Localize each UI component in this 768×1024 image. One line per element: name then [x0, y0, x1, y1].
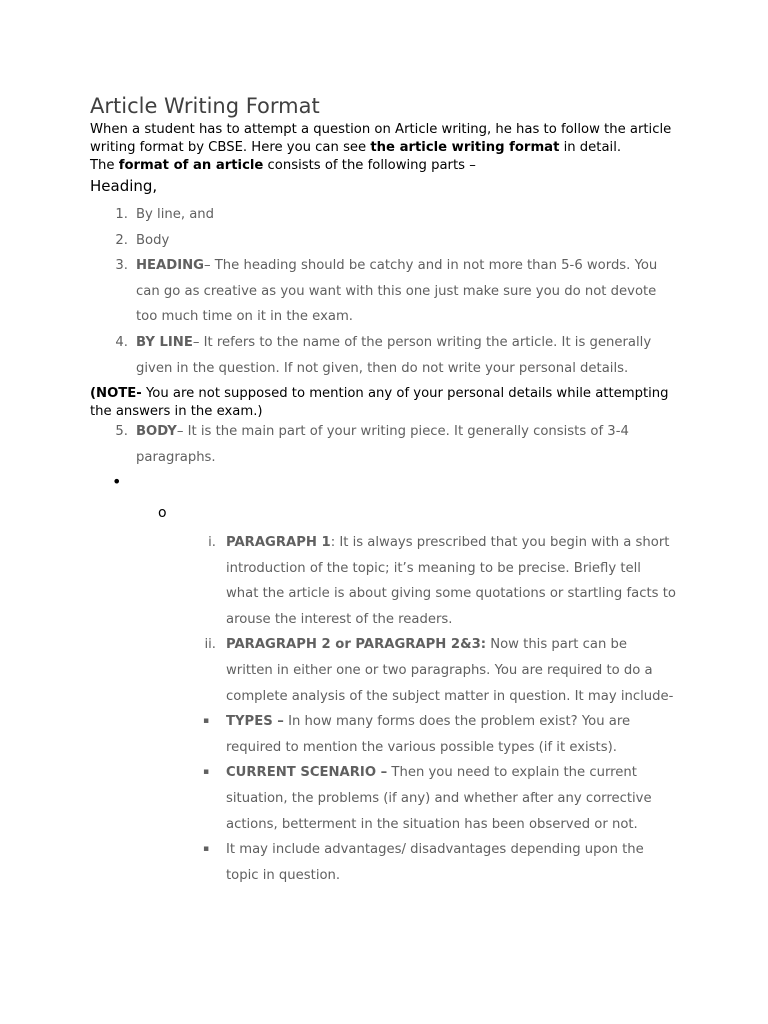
- list-item-text: – It refers to the name of the person writing the article. It is generally given in the question. If not given, then do not write your personal details.: [136, 334, 652, 376]
- sub-list-item: [0, 837, 676, 888]
- list-item: [0, 253, 666, 330]
- intro-paragraph-1: [90, 121, 690, 157]
- list-item: [0, 202, 666, 228]
- intro-paragraph-2: [90, 157, 690, 175]
- sub-item-text: Now this part can be written in either one or two paragraphs. You are required to do a complete analysis of the subject matter in question. It may include-: [226, 637, 674, 704]
- sub-item-bold: PARAGRAPH 1: [226, 535, 331, 550]
- sub-item-bold: PARAGRAPH 2 or PARAGRAPH 2&3:: [226, 637, 487, 653]
- sub-list-item: [0, 709, 676, 760]
- roman-numeral: i.: [208, 535, 216, 550]
- intro-text: [90, 121, 690, 175]
- sub-list-item: [0, 632, 676, 709]
- sub-item-text: Then you need to explain the current situation, the problems (if any) and whether after any corrective actions, betterment in the situation has been observed or not.: [226, 765, 652, 832]
- format-list-a: [0, 202, 666, 381]
- sub-item-bold: TYPES –: [226, 714, 284, 730]
- list-item-bold: BODY: [136, 424, 177, 439]
- square-bullet-icon: ▪: [203, 716, 210, 727]
- intro-bold-segment: format of an article: [118, 158, 264, 173]
- bullet-marker: •: [112, 472, 122, 491]
- list-item-bold: BY LINE: [136, 334, 193, 350]
- list-item: [0, 330, 666, 381]
- list-item-text: – It is the main part of your writing piece. It generally consists of 3-4 paragraphs.: [136, 424, 629, 465]
- roman-numeral: ii.: [204, 637, 216, 653]
- list-item-text: – The heading should be catchy and in not more than 5-6 words. You can go as creative as you want with this one just make sure you do not devote too much time on it in the exam.: [136, 258, 658, 325]
- intro-text-segment: The: [90, 158, 119, 173]
- sub-item-text: In how many forms does the problem exist? You are required to mention the various possible types (if it exists).: [226, 714, 631, 755]
- intro-text-segment: consists of the following parts –: [263, 158, 476, 173]
- list-number: 3.: [115, 258, 128, 274]
- square-bullet-icon: ▪: [203, 767, 210, 778]
- format-list-b: [0, 419, 666, 470]
- intro-text-segment: in detail.: [559, 140, 622, 155]
- circle-marker: o: [158, 505, 167, 521]
- note-body: You are not supposed to mention any of your personal details while attempting the answers in the exam.): [90, 386, 669, 419]
- sub-item-text: It may include advantages/ disadvantages depending upon the topic in question.: [226, 842, 644, 883]
- sub-item-text: : It is always prescribed that you begin with a short introduction of the topic; it’s meaning to be precise. Briefly tell what the article is about giving some quotations or startling facts to arouse the interest of the readers.: [226, 535, 676, 627]
- list-item: [0, 419, 666, 470]
- page-title: Article Writing Format: [90, 94, 320, 118]
- sub-list-item: [0, 760, 676, 837]
- note-bold: (NOTE-: [90, 386, 142, 401]
- square-bullet-icon: ▪: [203, 844, 210, 855]
- paragraph-sub-list: [0, 530, 676, 888]
- intro-text-segment: When a student has to attempt a question on Article writing, he has to follow the article writing format by CBSE. Here you can see: [90, 122, 672, 155]
- intro-bold-segment: the article writing format: [370, 140, 560, 155]
- sub-list-item: [0, 530, 676, 632]
- sub-item-bold: CURRENT SCENARIO –: [226, 765, 388, 781]
- list-number: 2.: [115, 232, 128, 248]
- list-number: 4.: [115, 334, 128, 350]
- list-item-text: By line, and: [136, 207, 215, 222]
- list-item: [0, 228, 666, 254]
- list-item-bold: HEADING: [136, 258, 204, 274]
- heading-label: Heading,: [90, 177, 158, 195]
- note-text: [90, 385, 690, 421]
- list-number: 5.: [115, 424, 128, 439]
- list-number: 1.: [115, 207, 128, 222]
- list-item-text: Body: [136, 232, 170, 248]
